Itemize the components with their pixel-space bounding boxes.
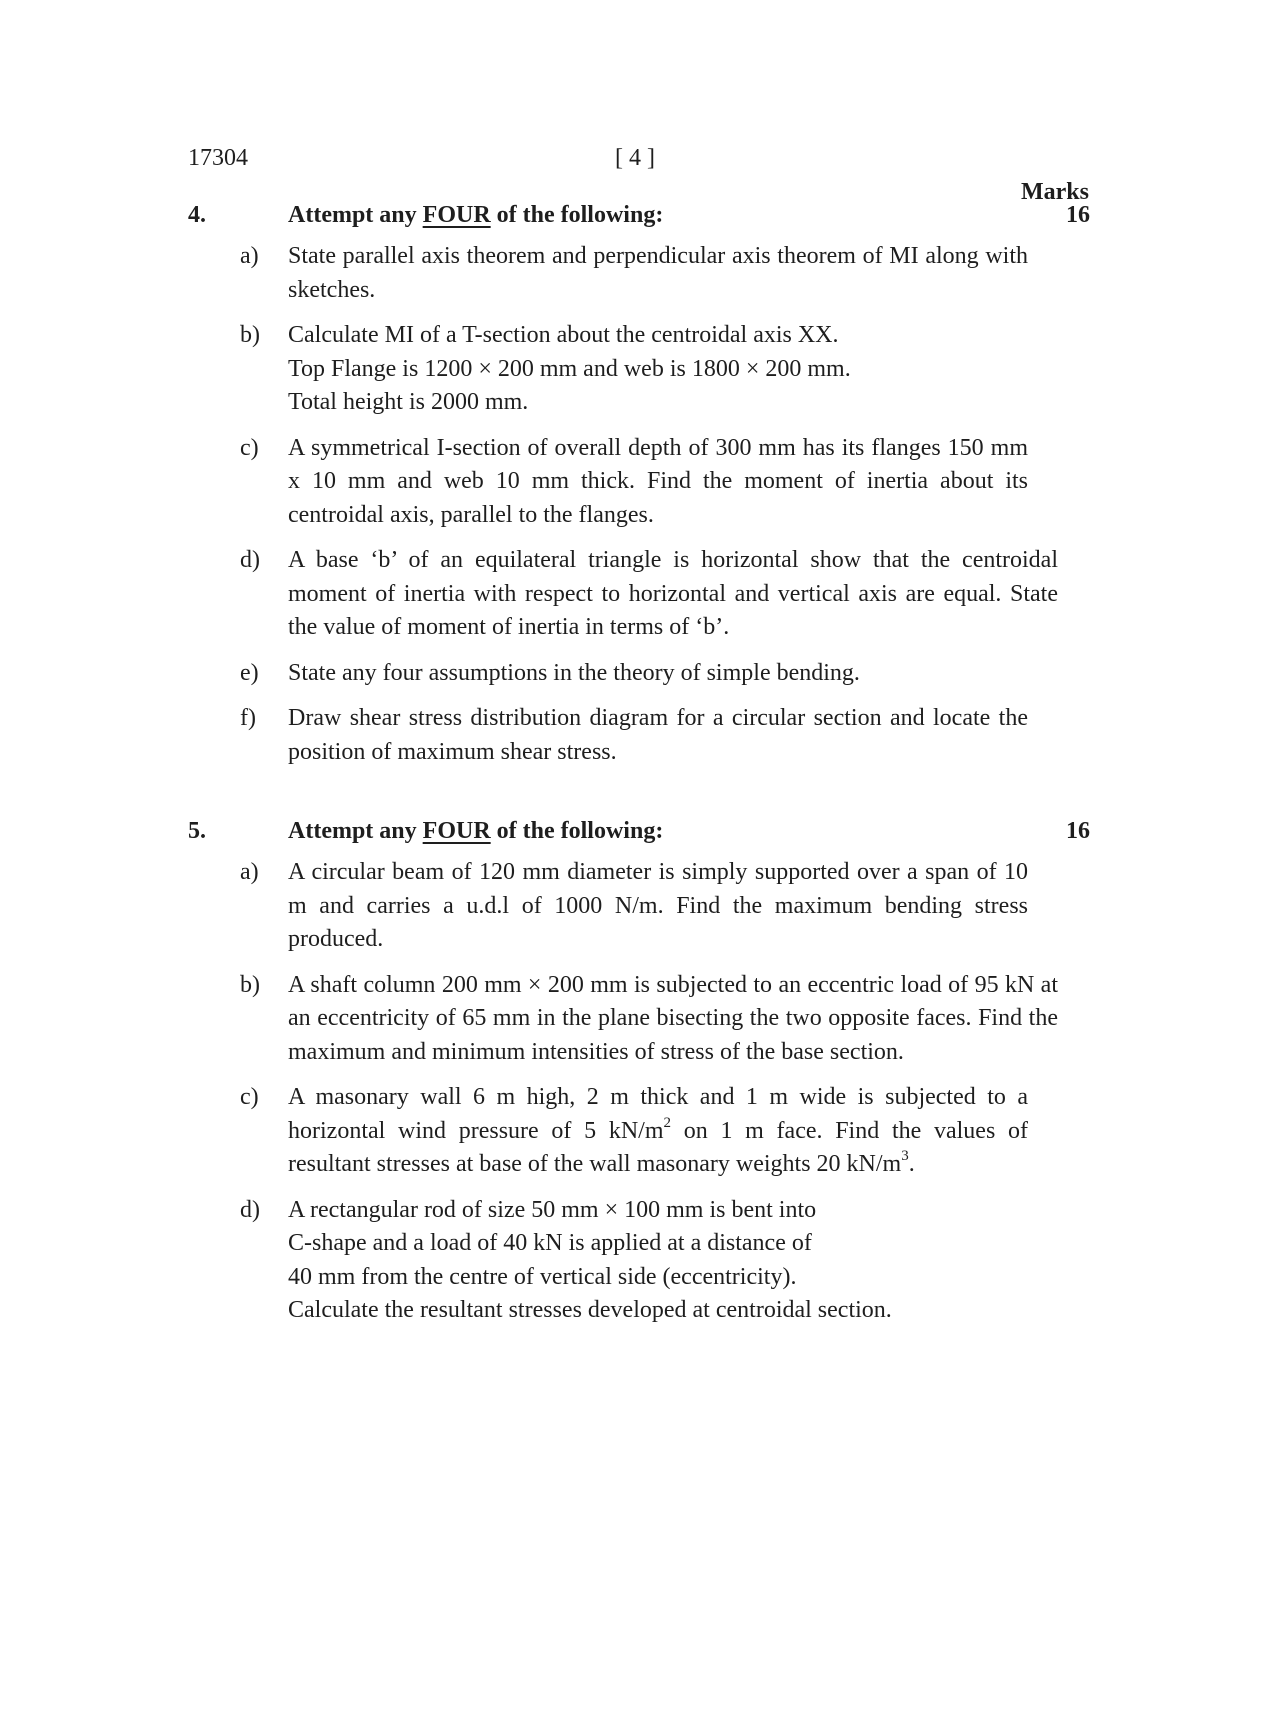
sub-question-b — [188, 969, 1058, 1070]
sub-question-d — [188, 544, 1058, 645]
sub-question-line: Calculate the resultant stresses developed at centroidal section. — [288, 1297, 892, 1323]
question-instruction — [288, 200, 663, 230]
sub-question-label: d) — [240, 1196, 260, 1223]
sub-question-d — [188, 1194, 1058, 1328]
sub-question-text: A shaft column 200 mm × 200 mm is subjected to an eccentric load of 95 kN at an eccentricity of 65 mm in the plane bisecting the two opposite faces. Find the maximum and minimum intensities of stress of the base section. — [288, 971, 1058, 1065]
instruction-text: of the following: — [490, 202, 664, 228]
instruction-emphasis: FOUR — [422, 818, 491, 844]
sub-question-label: b) — [240, 322, 260, 348]
sub-question-c — [188, 432, 1028, 533]
question-5 — [188, 816, 1090, 1328]
sub-question-label: f) — [240, 705, 256, 731]
sub-question-line: Total height is 2000 mm. — [288, 389, 529, 415]
question-marks: 16 — [1066, 818, 1090, 844]
question-heading — [188, 816, 1090, 850]
text-fragment: . — [908, 1151, 915, 1177]
sub-question-line: 40 mm from the centre of vertical side (eccentricity). — [288, 1263, 797, 1290]
paper-code: 17304 — [188, 145, 248, 171]
sub-question-text: State any four assumptions in the theory of simple bending. — [288, 659, 860, 686]
sub-question-label: c) — [240, 1084, 259, 1110]
question-number: 5. — [188, 818, 206, 844]
sub-question-e — [188, 657, 1028, 691]
text-fragment: A masonary wall 6 m high, 2 m thick and 1 m wide is subjected to a horizontal wind pressure of 5 kN/m — [288, 1084, 1028, 1144]
sub-question-text: A symmetrical I-section of overall depth of 300 mm has its flanges 150 mm x 10 mm and web 10 mm thick. Find the moment of inertia about its centroidal axis, parallel to the flanges. — [288, 434, 1028, 528]
sub-question-line: C-shape and a load of 40 kN is applied at a distance of — [288, 1230, 812, 1256]
superscript: 2 — [663, 1114, 672, 1131]
instruction-text: Attempt any — [288, 818, 423, 844]
sub-question-a — [188, 240, 1028, 307]
question-marks: 16 — [1066, 202, 1090, 228]
marks-heading: Marks — [1021, 179, 1089, 205]
sub-question-text: A base ‘b’ of an equilateral triangle is horizontal show that the centroidal moment of inertia with respect to horizontal and vertical axis are equal. State the value of moment of inertia in terms of ‘b’. — [288, 547, 1058, 640]
sub-question-label: b) — [240, 971, 260, 998]
page-number: [ 4 ] — [615, 145, 655, 171]
sub-question-label: a) — [240, 243, 259, 269]
sub-question-c — [188, 1081, 1028, 1182]
instruction-text: of the following: — [490, 818, 664, 844]
sub-question-label: d) — [240, 547, 260, 573]
sub-question-text: State parallel axis theorem and perpendicular axis theorem of MI along with sketches. — [288, 243, 1028, 303]
question-number: 4. — [188, 202, 206, 228]
superscript: 3 — [901, 1148, 909, 1164]
sub-question-text: Draw shear stress distribution diagram for a circular section and locate the position of maximum shear stress. — [288, 705, 1028, 765]
sub-question-text: A circular beam of 120 mm diameter is simply supported over a span of 10 m and carries a u.d.l of 1000 N/m. Find the maximum bending stress produced. — [288, 859, 1028, 952]
instruction-emphasis: FOUR — [422, 202, 491, 228]
sub-question-line: Calculate MI of a T-section about the centroidal axis XX. — [288, 322, 839, 348]
instruction-text: Attempt any — [288, 202, 423, 228]
sub-question-line: Top Flange is 1200 × 200 mm and web is 1800 × 200 mm. — [288, 355, 851, 382]
sub-question-label: a) — [240, 859, 259, 885]
question-heading — [188, 200, 1090, 234]
sub-question-a — [188, 856, 1028, 957]
question-instruction — [288, 816, 663, 846]
sub-question-line: A rectangular rod of size 50 mm × 100 mm is bent into — [288, 1196, 817, 1223]
sub-question-f — [188, 702, 1028, 769]
sub-question-text — [288, 1081, 1028, 1182]
text-fragment: on 1 m face. Find the values of resultant stresses at base of the wall masonary weights 20 kN/m — [288, 1117, 1028, 1177]
sub-question-label: c) — [240, 434, 259, 461]
sub-question-b — [188, 319, 1028, 420]
sub-question-label: e) — [240, 659, 259, 686]
question-4 — [188, 200, 1090, 769]
